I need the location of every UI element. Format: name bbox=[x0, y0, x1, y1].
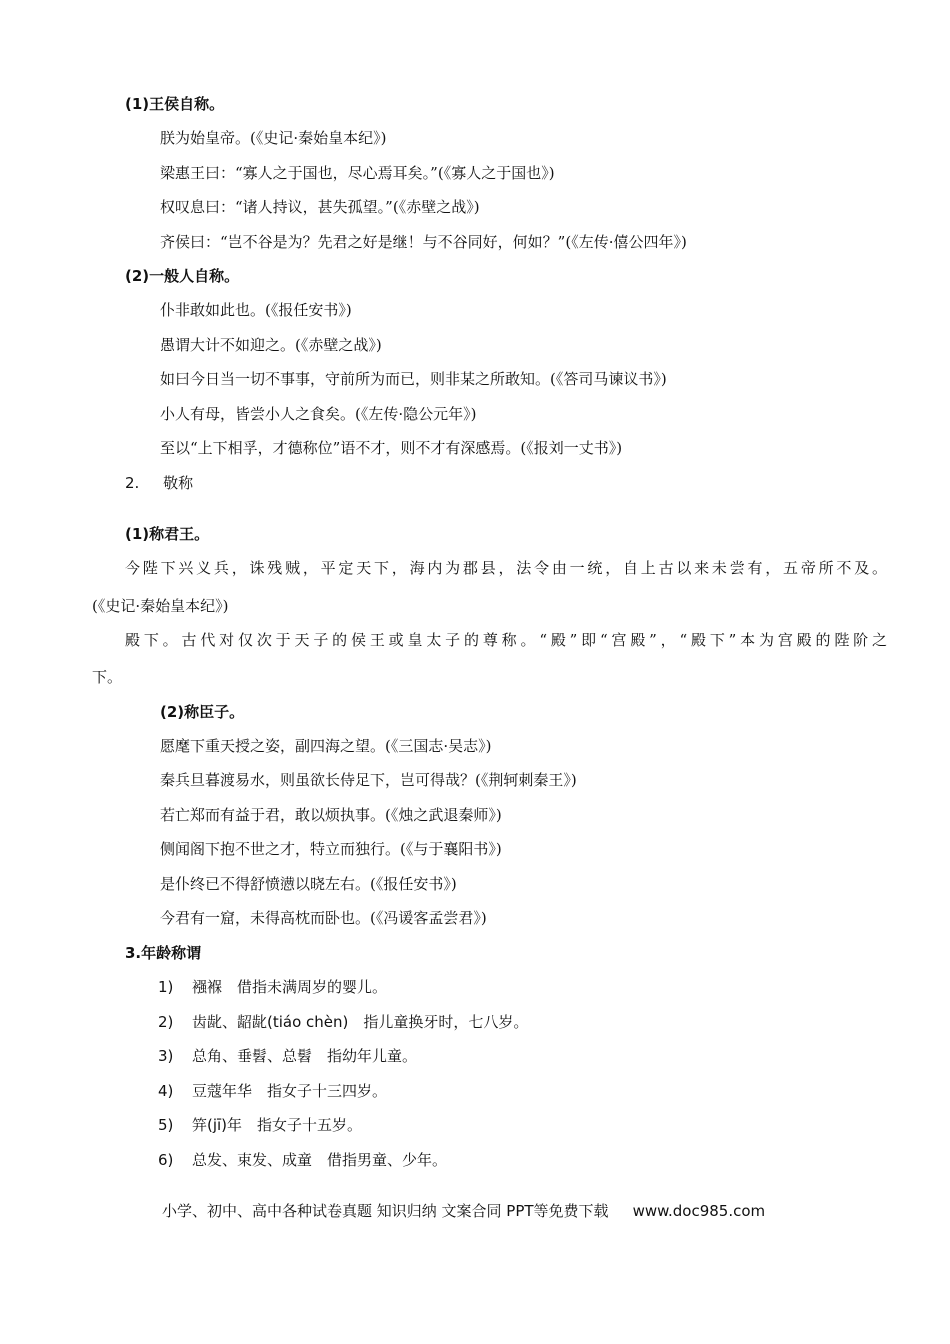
example-line: 侧闻阁下抱不世之才，特立而独行。(《与于襄阳书》) bbox=[160, 840, 502, 858]
heading-yiban: (2)一般人自称。 bbox=[125, 267, 240, 285]
age-item bbox=[158, 1012, 528, 1032]
example-line: 是仆终已不得舒愤懑以晓左右。(《报任安书》) bbox=[160, 875, 457, 893]
example-line: 齐侯曰：“岂不谷是为？先君之好是继！与不谷同好，何如？”(《左传·僖公四年》) bbox=[160, 233, 687, 251]
paragraph-line: 殿下。古代对仅次于天子的侯王或皇太子的尊称。“殿”即“宫殿”，“殿下”本为宫殿的陛阶之 bbox=[125, 631, 887, 649]
age-item-number: 1) bbox=[158, 978, 174, 996]
example-line: 仆非敢如此也。(《报任安书》) bbox=[160, 301, 352, 319]
heading-nianling: 3.年龄称谓 bbox=[125, 944, 202, 962]
heading-jingcheng: 2. 敬称 bbox=[125, 474, 194, 492]
heading-wanghou: (1)王侯自称。 bbox=[125, 95, 225, 113]
age-item-number: 2) bbox=[158, 1013, 174, 1031]
age-item-text: 齿龀、龆龀(tiáo chèn) 指儿童换牙时，七八岁。 bbox=[192, 1013, 529, 1031]
paragraph-line: (《史记·秦始皇本纪》) bbox=[92, 597, 229, 615]
example-line: 梁惠王曰：“寡人之于国也，尽心焉耳矣。”(《寡人之于国也》) bbox=[160, 164, 555, 182]
example-line: 愿麾下重天授之姿，副四海之望。(《三国志·吴志》) bbox=[160, 737, 492, 755]
age-item-number: 5) bbox=[158, 1116, 174, 1134]
example-line: 朕为始皇帝。(《史记·秦始皇本纪》) bbox=[160, 129, 387, 147]
page-footer bbox=[162, 1201, 765, 1221]
example-line: 至以“上下相孚，才德称位”语不才，则不才有深感焉。(《报刘一丈书》) bbox=[160, 439, 623, 457]
example-line: 今君有一窟，未得高枕而卧也。(《冯谖客孟尝君》) bbox=[160, 909, 487, 927]
age-item bbox=[158, 1046, 417, 1066]
example-line: 愚谓大计不如迎之。(《赤壁之战》) bbox=[160, 336, 382, 354]
age-item bbox=[158, 977, 387, 997]
age-item-number: 6) bbox=[158, 1151, 174, 1169]
age-item bbox=[158, 1115, 362, 1135]
age-item-text: 襁褓 借指未满周岁的婴儿。 bbox=[192, 978, 388, 996]
age-item bbox=[158, 1150, 447, 1170]
heading-junwang: (1)称君王。 bbox=[125, 525, 210, 543]
example-line: 小人有母，皆尝小人之食矣。(《左传·隐公元年》) bbox=[160, 405, 477, 423]
age-item-text: 豆蔻年华 指女子十三四岁。 bbox=[192, 1082, 388, 1100]
footer-link[interactable]: www.doc985.com bbox=[632, 1202, 766, 1220]
age-item-number: 3) bbox=[158, 1047, 174, 1065]
example-line: 秦兵旦暮渡易水，则虽欲长侍足下，岂可得哉？(《荆轲刺秦王》) bbox=[160, 771, 577, 789]
paragraph-line: 今陛下兴义兵，诛残贼，平定天下，海内为郡县，法令由一统，自上古以来未尝有，五帝所不及。 bbox=[125, 559, 887, 577]
age-item bbox=[158, 1081, 387, 1101]
age-item-text: 笄(jī)年 指女子十五岁。 bbox=[192, 1116, 363, 1134]
example-line: 权叹息曰：“诸人持议，甚失孤望。”(《赤壁之战》) bbox=[160, 198, 480, 216]
paragraph-line: 下。 bbox=[92, 668, 123, 686]
example-line: 如曰今日当一切不事事，守前所为而已，则非某之所敢知。(《答司马谏议书》) bbox=[160, 370, 667, 388]
age-item-text: 总角、垂髫、总髫 指幼年儿童。 bbox=[192, 1047, 418, 1065]
age-item-number: 4) bbox=[158, 1082, 174, 1100]
example-line: 若亡郑而有益于君，敢以烦执事。(《烛之武退秦师》) bbox=[160, 806, 502, 824]
age-item-text: 总发、束发、成童 借指男童、少年。 bbox=[192, 1151, 448, 1169]
heading-chenzi: (2)称臣子。 bbox=[160, 703, 245, 721]
footer-text: 小学、初中、高中各种试卷真题 知识归纳 文案合同 PPT等免费下载 bbox=[162, 1202, 609, 1220]
